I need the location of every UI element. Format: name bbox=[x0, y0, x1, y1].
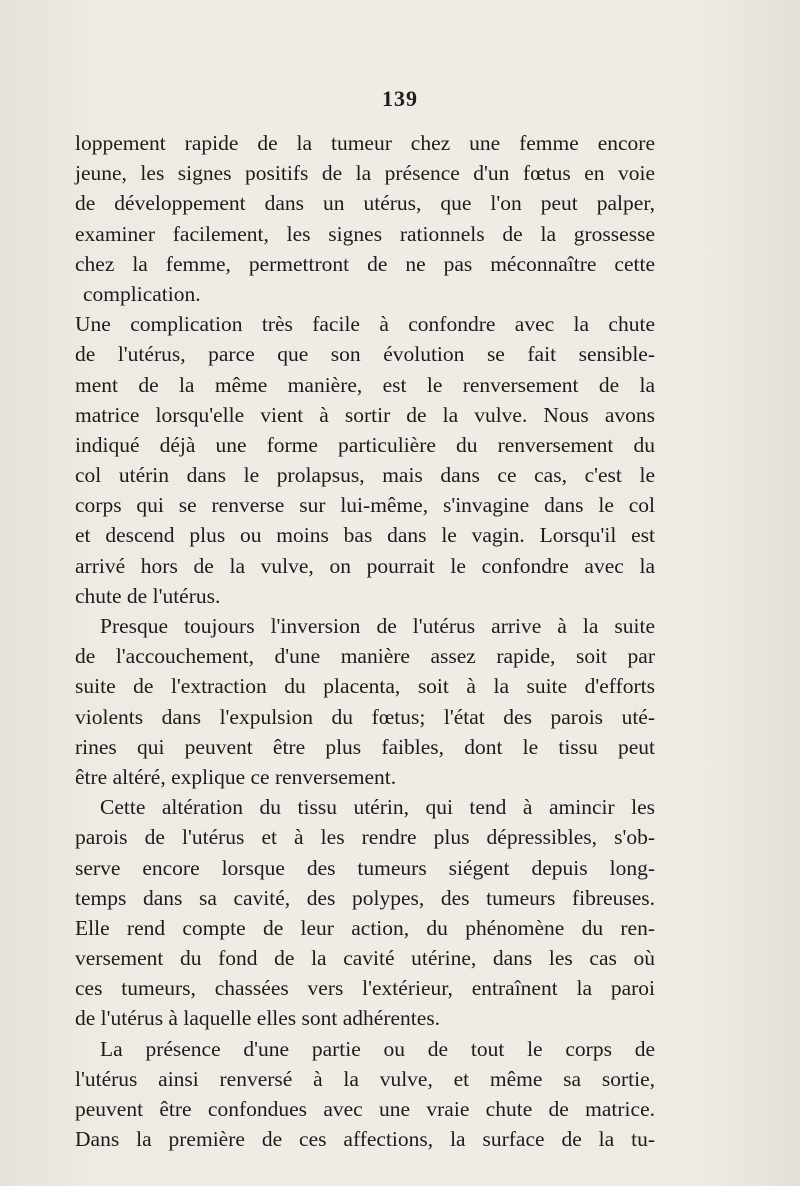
text-line: de l'utérus, parce que son évolution se fait sensible- bbox=[75, 342, 655, 367]
text-line: Une complication très facile à confondre avec la chute bbox=[75, 312, 655, 337]
text-line: chez la femme, permettront de ne pas méconnaître cette bbox=[75, 251, 655, 276]
text-line: temps dans sa cavité, des polypes, des tumeurs fibreuses. bbox=[75, 885, 655, 910]
text-line: être altéré, explique ce renversement. bbox=[75, 764, 397, 789]
text-line: peuvent être confondues avec une vraie chute de matrice. bbox=[75, 1097, 655, 1121]
text-line: Elle rend compte de leur action, du phénomène du ren- bbox=[75, 915, 655, 940]
text-line: arrivé hors de la vulve, on pourrait le confondre avec la bbox=[75, 553, 655, 578]
text-line: et descend plus ou moins bas dans le vagin. Lorsqu'il est bbox=[75, 523, 655, 548]
text-line: de l'utérus à laquelle elles sont adhérentes. bbox=[75, 1006, 441, 1031]
text-line: violents dans l'expulsion du fœtus; l'état des parois uté- bbox=[75, 704, 655, 729]
text-line: indiqué déjà une forme particulière du renversement du bbox=[75, 432, 655, 457]
page-number: 139 bbox=[382, 86, 418, 111]
text-line: suite de l'extraction du placenta, soit à la suite d'efforts bbox=[75, 674, 655, 699]
text-line: versement du fond de la cavité utérine, dans les cas où bbox=[75, 946, 655, 971]
text-line: La présence d'une partie ou de tout le corps de bbox=[100, 1036, 655, 1061]
text-line: de l'accouchement, d'une manière assez rapide, soit par bbox=[75, 644, 655, 669]
text-line: ces tumeurs, chassées vers l'extérieur, entraînent la paroi bbox=[75, 976, 655, 1001]
text-line: matrice lorsqu'elle vient à sortir de la vulve. Nous avons bbox=[75, 402, 655, 427]
text-line: l'utérus ainsi renversé à la vulve, et même sa sortie, bbox=[75, 1066, 655, 1091]
text-line: loppement rapide de la tumeur chez une femme encore bbox=[75, 131, 655, 155]
text-line: Presque toujours l'inversion de l'utérus arrive à la suite bbox=[100, 614, 655, 638]
text-line: rines qui peuvent être plus faibles, dont le tissu peut bbox=[75, 734, 655, 759]
text-line: Cette altération du tissu utérin, qui tend à amincir les bbox=[100, 795, 655, 820]
text-line: complication. bbox=[83, 281, 201, 306]
text-line: parois de l'utérus et à les rendre plus dépressibles, s'ob- bbox=[75, 825, 655, 850]
text-line: chute de l'utérus. bbox=[75, 583, 221, 608]
text-line: examiner facilement, les signes rationnels de la grossesse bbox=[75, 221, 655, 246]
text-line: Dans la première de ces affections, la surface de la tu- bbox=[75, 1127, 655, 1152]
text-line: corps qui se renverse sur lui-même, s'invagine dans le col bbox=[75, 493, 655, 518]
body-text bbox=[75, 128, 655, 1154]
text-line: serve encore lorsque des tumeurs siégent depuis long- bbox=[75, 855, 655, 880]
text-line: jeune, les signes positifs de la présence d'un fœtus en voie bbox=[75, 161, 655, 186]
text-line: de développement dans un utérus, que l'on peut palper, bbox=[75, 191, 655, 216]
text-line: ment de la même manière, est le renversement de la bbox=[75, 372, 655, 397]
text-line: col utérin dans le prolapsus, mais dans ce cas, c'est le bbox=[75, 463, 655, 488]
